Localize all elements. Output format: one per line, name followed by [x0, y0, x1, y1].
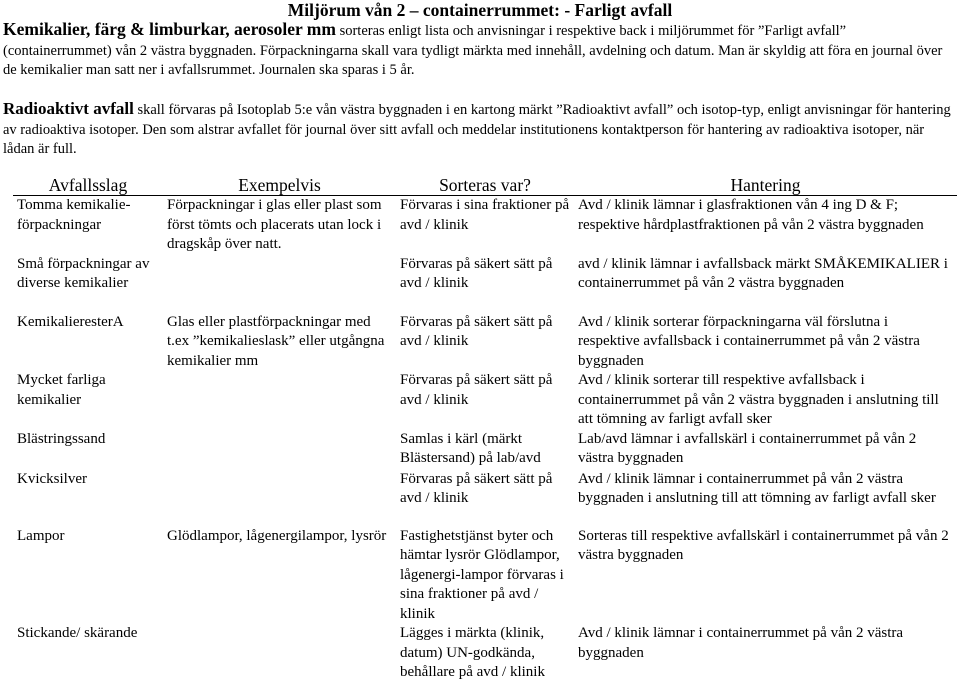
cell-waste-type: Stickande/ skärande [17, 625, 138, 641]
table-row [13, 371, 957, 430]
cell-handling: Avd / klinik lämnar i containerrummet på vån 2 västra byggnaden i anslutning till att tömning av farligt avfall sker [578, 470, 936, 506]
cell-handling: Avd / klinik lämnar i containerrummet på vån 2 västra byggnaden [578, 625, 904, 661]
cell-example [163, 470, 396, 527]
table-header-row [13, 174, 957, 196]
chemicals-paragraph [3, 20, 958, 81]
cell-sorted-where: Förvaras på säkert sätt på avd / klinik [400, 313, 553, 349]
cell-sorted-where: Samlas i kärl (märkt Blästersand) på lab/avd [400, 430, 541, 466]
header-handling: Hantering [574, 174, 957, 196]
cell-sorted-where: Lägges i märkta (klinik, datum) UN-godkända, behållare på avd / klinik [400, 625, 545, 680]
cell-example: Glödlampor, lågenergilampor, lysrör [167, 527, 387, 544]
cell-waste-type: Små förpackningar av diverse kemikalier [17, 255, 150, 291]
cell-sorted-where: Förvaras på säkert sätt på avd / klinik [400, 372, 553, 408]
table-row [13, 255, 957, 313]
cell-handling: Sorteras till respektive avfallskärl i containerrummet på vån 2 västra byggnaden [578, 527, 949, 563]
cell-example [163, 255, 396, 313]
header-sorted-where: Sorteras var? [396, 174, 574, 196]
cell-handling: Avd / klinik sorterar förpackningarna väl förslutna i respektive avfallsback i containerrummet på vån 2 västra byggnaden [578, 313, 920, 369]
cell-example [163, 430, 396, 470]
chemicals-lead: Kemikalier, färg & limburkar, aerosoler mm [3, 19, 336, 39]
cell-handling: avd / klinik lämnar i avfallsback märkt SMÅKEMIKALIER i containerrummet på vån 2 västra byggnaden [578, 255, 948, 291]
cell-example: Glas eller plastförpackningar med t.ex ”kemikalieslask” eller utgångna kemikalier mm [167, 313, 385, 369]
cell-waste-type: KemikalieresterA [17, 313, 124, 330]
table-row [13, 624, 957, 684]
cell-waste-type: Blästringssand [17, 430, 106, 447]
table-row [13, 196, 957, 255]
radioactive-paragraph [3, 99, 958, 160]
page-title: Miljörum vån 2 – containerrummet: - Farligt avfall [287, 0, 673, 20]
cell-waste-type: Lampor [17, 527, 65, 544]
cell-example: Förpackningar i glas eller plast som först tömts och placerats utan lock i dragskåp över natt. [167, 197, 382, 252]
header-example: Exempelvis [163, 174, 396, 196]
radioactive-text: skall förvaras på Isotoplab 5:e vån västra byggnaden i en kartong märkt ”Radioaktivt avfall” och isotop-typ, enligt anvisningar för hantering av radioaktiva isotoper. Den som alstrar avfallet för journal över sitt avfall och meddelar institutionens kontaktperson för hantering av radioaktiva isotoper, när lådan är full. [3, 102, 951, 157]
radioactive-lead: Radioaktivt avfall [3, 99, 134, 118]
header-waste-type: Avfallsslag [13, 174, 163, 196]
cell-example [163, 371, 396, 430]
cell-waste-type: Tomma kemikalie-förpackningar [17, 197, 131, 233]
cell-sorted-where: Förvaras på säkert sätt på avd / klinik [400, 470, 553, 506]
cell-handling: Avd / klinik sorterar till respektive avfallsback i containerrummet på vån 2 västra byggnaden i anslutning till att tömning av farligt avfall sker [578, 372, 939, 427]
table-row [13, 527, 957, 625]
cell-handling: Lab/avd lämnar i avfallskärl i containerrummet på vån 2 västra byggnaden [578, 430, 917, 466]
cell-waste-type: Mycket farliga kemikalier [17, 372, 106, 408]
waste-table [13, 174, 957, 684]
cell-waste-type: Kvicksilver [17, 470, 87, 487]
cell-sorted-where: Förvaras på säkert sätt på avd / klinik [400, 255, 553, 291]
chemicals-text: sorteras enligt lista och anvisningar i respektive back i miljörummet för ”Farligt avfall” (containerrummet) vån 2 västra byggnaden. Förpackningarna skall vara tydligt märkta med innehåll, avdelning och datum. Man är skyldig att föra en journal över de kemikalier man satt ner i avfallsrummet. Journalen ska sparas i 5 år. [3, 23, 943, 78]
table-row [13, 313, 957, 372]
cell-example [163, 624, 396, 684]
cell-sorted-where: Förvaras i sina fraktioner på avd / klinik [400, 197, 570, 233]
table-row [13, 470, 957, 527]
cell-sorted-where: Fastighetstjänst byter och hämtar lysrör Glödlampor, lågenergi-lampor förvaras i sina fraktioner på avd / klinik [400, 527, 564, 622]
cell-handling: Avd / klinik lämnar i glasfraktionen vån 4 ing D & F; respektive hårdplastfraktionen på vån 2 västra byggnaden [578, 197, 924, 233]
table-row [13, 430, 957, 470]
